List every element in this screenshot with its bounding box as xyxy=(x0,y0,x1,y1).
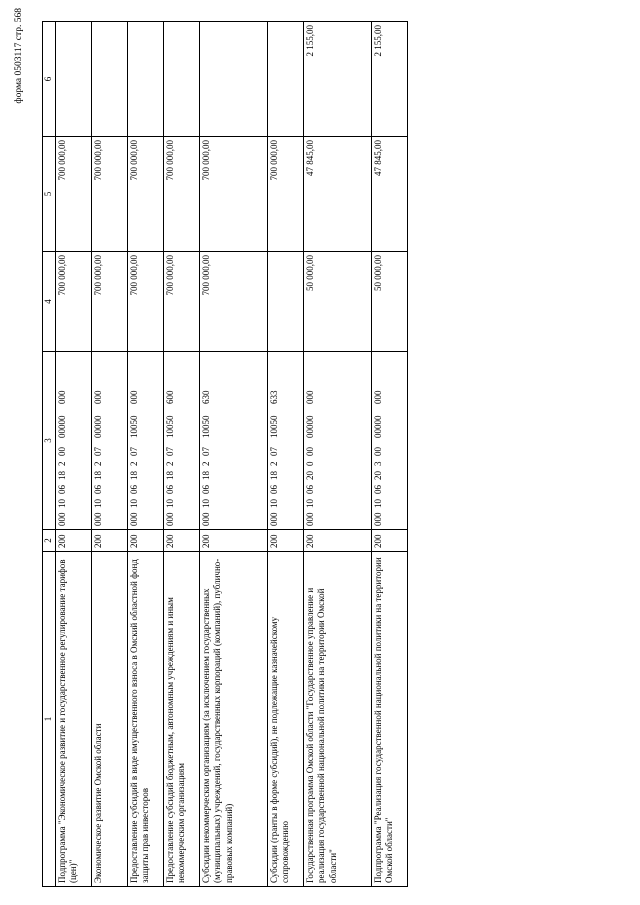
code-segment: 06 xyxy=(305,485,315,494)
row-line-code: 200 xyxy=(268,530,304,552)
code-segment: 2 xyxy=(93,461,103,466)
row-approved-amount: 700 000,00 xyxy=(164,252,200,352)
code-segment: 06 xyxy=(165,485,175,494)
row-line-code: 200 xyxy=(200,530,268,552)
code-segment: 18 xyxy=(201,471,211,480)
row-line-code: 200 xyxy=(304,530,372,552)
code-segment: 2 xyxy=(269,461,279,466)
code-segment: 10050 xyxy=(165,415,175,438)
code-segment: 10 xyxy=(373,499,383,508)
header-row xyxy=(43,22,56,887)
code-segment: 000 xyxy=(165,512,175,526)
code-segment: 20 xyxy=(373,471,383,480)
column-header: 2 xyxy=(43,530,56,552)
row-approved-amount xyxy=(268,252,304,352)
row-unexecuted-amount xyxy=(92,22,128,137)
code-segment: 10 xyxy=(305,499,315,508)
code-segment: 07 xyxy=(165,447,175,456)
column-header: 3 xyxy=(43,352,56,530)
code-segment: 00000 xyxy=(373,415,383,438)
code-segment: 000 xyxy=(305,390,315,404)
row-line-code: 200 xyxy=(164,530,200,552)
row-approved-amount: 700 000,00 xyxy=(128,252,164,352)
row-name: Предоставление субсидий бюджетным, автономным учреждениям и иным некоммерческим организациям xyxy=(164,552,200,887)
table-row xyxy=(304,22,372,887)
row-name: Субсидии (гранты в форме субсидий), не подлежащие казначейскому сопровождению xyxy=(268,552,304,887)
code-segment: 10 xyxy=(93,499,103,508)
row-executed-amount: 700 000,00 xyxy=(128,137,164,252)
row-executed-amount: 700 000,00 xyxy=(164,137,200,252)
code-segment: 633 xyxy=(269,390,279,404)
budget-table xyxy=(42,21,408,887)
code-segment: 000 xyxy=(269,512,279,526)
code-segment: 000 xyxy=(93,512,103,526)
row-name: Подпрограмма "Реализация государственной национальной политики на территории Омской области" xyxy=(372,552,408,887)
row-classification-code xyxy=(128,352,164,530)
code-segment: 18 xyxy=(129,471,139,480)
row-approved-amount: 50 000,00 xyxy=(372,252,408,352)
row-executed-amount: 700 000,00 xyxy=(56,137,92,252)
code-segment: 10050 xyxy=(269,415,279,438)
row-classification-code xyxy=(164,352,200,530)
table-row xyxy=(164,22,200,887)
code-segment: 18 xyxy=(269,471,279,480)
row-approved-amount: 700 000,00 xyxy=(92,252,128,352)
code-segment: 2 xyxy=(165,461,175,466)
column-header: 1 xyxy=(43,552,56,887)
row-unexecuted-amount: 2 155,00 xyxy=(304,22,372,137)
row-classification-code xyxy=(268,352,304,530)
row-executed-amount: 47 845,00 xyxy=(304,137,372,252)
code-segment: 18 xyxy=(165,471,175,480)
row-classification-code xyxy=(92,352,128,530)
row-unexecuted-amount xyxy=(56,22,92,137)
code-segment: 2 xyxy=(129,461,139,466)
form-label: форма 0503117 стр. 568 xyxy=(14,8,24,104)
code-segment: 18 xyxy=(93,471,103,480)
table-row xyxy=(200,22,268,887)
row-classification-code xyxy=(200,352,268,530)
row-line-code: 200 xyxy=(128,530,164,552)
code-segment: 10050 xyxy=(129,415,139,438)
code-segment: 20 xyxy=(305,471,315,480)
row-approved-amount: 700 000,00 xyxy=(56,252,92,352)
row-executed-amount: 700 000,00 xyxy=(200,137,268,252)
row-name: Подпрограмма "Экономическое развитие и государственное регулирование тарифов (цен)" xyxy=(56,552,92,887)
column-header: 6 xyxy=(43,22,56,137)
row-classification-code xyxy=(56,352,92,530)
code-segment: 2 xyxy=(201,461,211,466)
row-executed-amount: 700 000,00 xyxy=(92,137,128,252)
row-unexecuted-amount: 2 155,00 xyxy=(372,22,408,137)
code-segment: 00000 xyxy=(93,415,103,438)
row-name: Субсидии некоммерческим организациям (за исключением государственных (муниципальных) учреждений, государственных корпораций (компаний), публично-правовых компаний) xyxy=(200,552,268,887)
row-executed-amount: 700 000,00 xyxy=(268,137,304,252)
code-segment: 000 xyxy=(129,512,139,526)
row-approved-amount: 50 000,00 xyxy=(304,252,372,352)
table-row xyxy=(128,22,164,887)
code-segment: 07 xyxy=(129,447,139,456)
row-unexecuted-amount xyxy=(128,22,164,137)
column-header: 5 xyxy=(43,137,56,252)
row-unexecuted-amount xyxy=(164,22,200,137)
row-unexecuted-amount xyxy=(268,22,304,137)
code-segment: 10 xyxy=(165,499,175,508)
table-row xyxy=(268,22,304,887)
code-segment: 07 xyxy=(201,447,211,456)
code-segment: 10 xyxy=(201,499,211,508)
code-segment: 07 xyxy=(269,447,279,456)
code-segment: 06 xyxy=(373,485,383,494)
code-segment: 10050 xyxy=(201,415,211,438)
code-segment: 2 xyxy=(57,461,67,466)
code-segment: 000 xyxy=(373,390,383,404)
column-header: 4 xyxy=(43,252,56,352)
code-segment: 06 xyxy=(57,485,67,494)
code-segment: 10 xyxy=(269,499,279,508)
row-classification-code xyxy=(372,352,408,530)
code-segment: 06 xyxy=(201,485,211,494)
code-segment: 000 xyxy=(201,512,211,526)
row-name: Предоставление субсидий в виде имущественного взноса в Омский областной фонд защиты прав инвесторов xyxy=(128,552,164,887)
row-line-code: 200 xyxy=(92,530,128,552)
row-classification-code xyxy=(304,352,372,530)
code-segment: 0 xyxy=(305,461,315,466)
code-segment: 18 xyxy=(57,471,67,480)
code-segment: 600 xyxy=(165,390,175,404)
code-segment: 00 xyxy=(305,447,315,456)
code-segment: 000 xyxy=(305,512,315,526)
code-segment: 07 xyxy=(93,447,103,456)
code-segment: 000 xyxy=(373,512,383,526)
code-segment: 10 xyxy=(57,499,67,508)
code-segment: 06 xyxy=(93,485,103,494)
code-segment: 06 xyxy=(269,485,279,494)
code-segment: 000 xyxy=(129,390,139,404)
row-name: Экономическое развитие Омской области xyxy=(92,552,128,887)
table-row xyxy=(56,22,92,887)
code-segment: 10 xyxy=(129,499,139,508)
code-segment: 000 xyxy=(93,390,103,404)
code-segment: 00000 xyxy=(57,415,67,438)
row-line-code: 200 xyxy=(372,530,408,552)
row-unexecuted-amount xyxy=(200,22,268,137)
row-line-code: 200 xyxy=(56,530,92,552)
code-segment: 06 xyxy=(129,485,139,494)
code-segment: 630 xyxy=(201,390,211,404)
code-segment: 00000 xyxy=(305,415,315,438)
code-segment: 000 xyxy=(57,512,67,526)
code-segment: 3 xyxy=(373,461,383,466)
table-row xyxy=(92,22,128,887)
code-segment: 000 xyxy=(57,390,67,404)
row-approved-amount: 700 000,00 xyxy=(200,252,268,352)
row-name: Государственная программа Омской области "Государственное управление и реализация государственной национальной политики на территории Омской области" xyxy=(304,552,372,887)
row-executed-amount: 47 845,00 xyxy=(372,137,408,252)
table-row xyxy=(372,22,408,887)
code-segment: 00 xyxy=(373,447,383,456)
code-segment: 00 xyxy=(57,447,67,456)
